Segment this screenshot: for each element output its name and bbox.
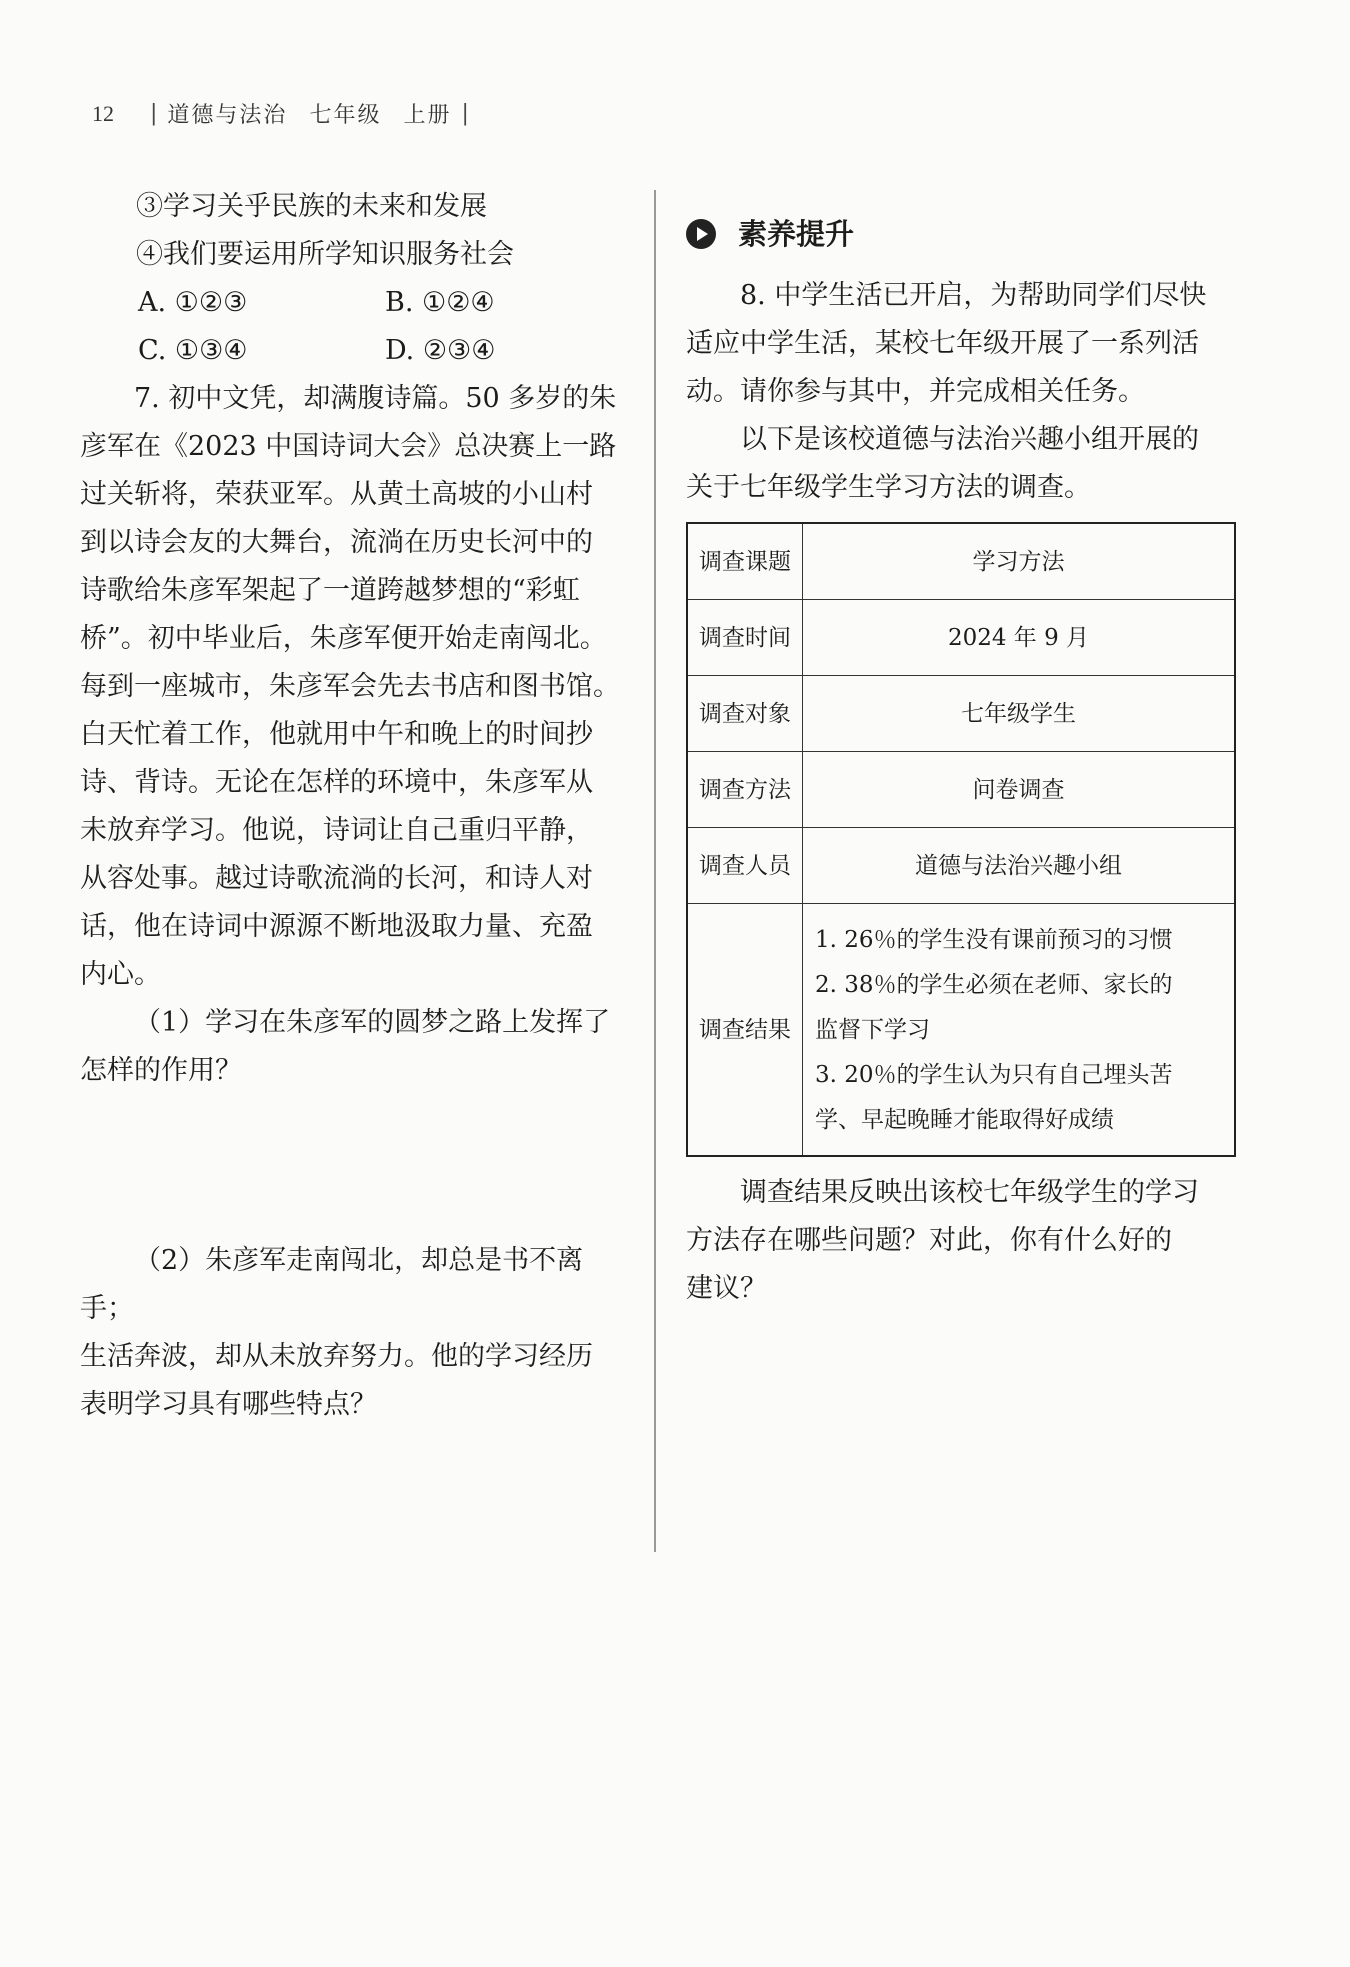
left-column (80, 183, 632, 1429)
page-header: 12 | 道德与法治 七年级 上册 | (92, 98, 479, 129)
q7-line: 诗歌给朱彦军架起了一道跨越梦想的“彩虹 (80, 575, 580, 606)
q7-line: 话，他在诗词中源源不断地汲取力量、充盈 (80, 911, 593, 942)
options-row-1 (80, 279, 632, 327)
row-value: 道德与法治兴趣小组 (803, 828, 1236, 904)
q8-line: 8. 中学生活已开启，为帮助同学们尽快 (740, 280, 1207, 311)
row-label: 调查对象 (687, 676, 803, 752)
option-a: A. ①②③ (138, 287, 248, 318)
q7-line: 桥”。初中毕业后，朱彦军便开始走南闯北。 (80, 623, 607, 654)
sub1-line: 怎样的作用？ (80, 1055, 242, 1086)
row-value: 七年级学生 (803, 676, 1236, 752)
statement-3: ③学习关乎民族的未来和发展 (136, 191, 487, 222)
q7-line: 从容处事。越过诗歌流淌的长河，和诗人对 (80, 863, 593, 894)
table-row-results (687, 904, 1235, 1157)
survey-table (686, 522, 1236, 1157)
answer-space (80, 1095, 632, 1237)
sub1-line: （1）学习在朱彦军的圆梦之路上发挥了 (134, 1007, 611, 1038)
question-line: 建议？ (686, 1273, 767, 1304)
q7-line: 彦军在《2023 中国诗词大会》总决赛上一路 (80, 431, 617, 462)
option-b: B. ①②④ (385, 287, 495, 318)
sub-question-1 (80, 999, 632, 1095)
column-divider (654, 190, 656, 1552)
option-c: C. ①③④ (138, 335, 248, 366)
question-8 (686, 272, 1238, 512)
intro-line: 以下是该校道德与法治兴趣小组开展的 (740, 424, 1199, 455)
row-label: 调查课题 (687, 523, 803, 600)
table-row (687, 523, 1235, 600)
book-subject: 道德与法治 (167, 103, 288, 128)
right-column (686, 210, 1238, 1313)
sub2-line: 表明学习具有哪些特点？ (80, 1389, 377, 1420)
q7-line: 到以诗会友的大舞台，流淌在历史长河中的 (80, 527, 593, 558)
row-value: 问卷调查 (803, 752, 1236, 828)
q7-line: 白天忙着工作，他就用中午和晚上的时间抄 (80, 719, 593, 750)
result-line: 3. 20％的学生认为只有自己埋头苦 (815, 1062, 1173, 1088)
result-line: 2. 38％的学生必须在老师、家长的 (815, 972, 1173, 998)
q7-line: 诗、背诗。无论在怎样的环境中，朱彦军从 (80, 767, 593, 798)
result-line: 1. 26％的学生没有课前预习的习惯 (815, 927, 1173, 953)
sub2-line: 生活奔波，却从未放弃努力。他的学习经历 (80, 1341, 593, 1372)
q7-line: 过关斩将，荣获亚军。从黄土高坡的小山村 (80, 479, 593, 510)
question-line: 调查结果反映出该校七年级学生的学习 (740, 1177, 1199, 1208)
q8-line: 动。请你参与其中，并完成相关任务。 (686, 376, 1145, 407)
question-7 (80, 375, 632, 999)
q7-line: 未放弃学习。他说，诗词让自己重归平静， (80, 815, 593, 846)
options-row-2 (80, 327, 632, 375)
table-row (687, 828, 1235, 904)
table-row (687, 600, 1235, 676)
row-label: 调查方法 (687, 752, 803, 828)
row-label: 调查人员 (687, 828, 803, 904)
statement-4: ④我们要运用所学知识服务社会 (136, 239, 514, 270)
table-row (687, 676, 1235, 752)
q7-line: 每到一座城市，朱彦军会先去书店和图书馆。 (80, 671, 620, 702)
question-line: 方法存在哪些问题？对此，你有什么好的 (686, 1225, 1172, 1256)
option-d: D. ②③④ (385, 335, 496, 366)
page-number: 12 (92, 100, 114, 126)
play-circle-icon (686, 219, 716, 249)
row-label: 调查时间 (687, 600, 803, 676)
section-title: 素养提升 (738, 217, 855, 251)
intro-line: 关于七年级学生学习方法的调查。 (686, 472, 1091, 503)
q8-line: 适应中学生活，某校七年级开展了一系列活 (686, 328, 1199, 359)
result-line: 监督下学习 (815, 1017, 930, 1043)
results-cell (803, 904, 1236, 1157)
row-value: 2024 年 9 月 (803, 600, 1236, 676)
book-volume: 上册 (403, 103, 452, 128)
sub-question-2 (80, 1237, 632, 1429)
result-line: 学、早起晚睡才能取得好成绩 (815, 1107, 1114, 1133)
q7-line: 7. 初中文凭，却满腹诗篇。50 多岁的朱 (134, 383, 617, 414)
sub2-line: （2）朱彦军走南闯北，却总是书不离手； (80, 1245, 584, 1324)
book-title (167, 98, 451, 129)
survey-question (686, 1169, 1238, 1313)
section-heading (686, 210, 1238, 258)
book-grade: 七年级 (309, 103, 382, 128)
row-label: 调查结果 (687, 904, 803, 1157)
table-row (687, 752, 1235, 828)
row-value: 学习方法 (803, 523, 1236, 600)
q7-line: 内心。 (80, 959, 161, 990)
